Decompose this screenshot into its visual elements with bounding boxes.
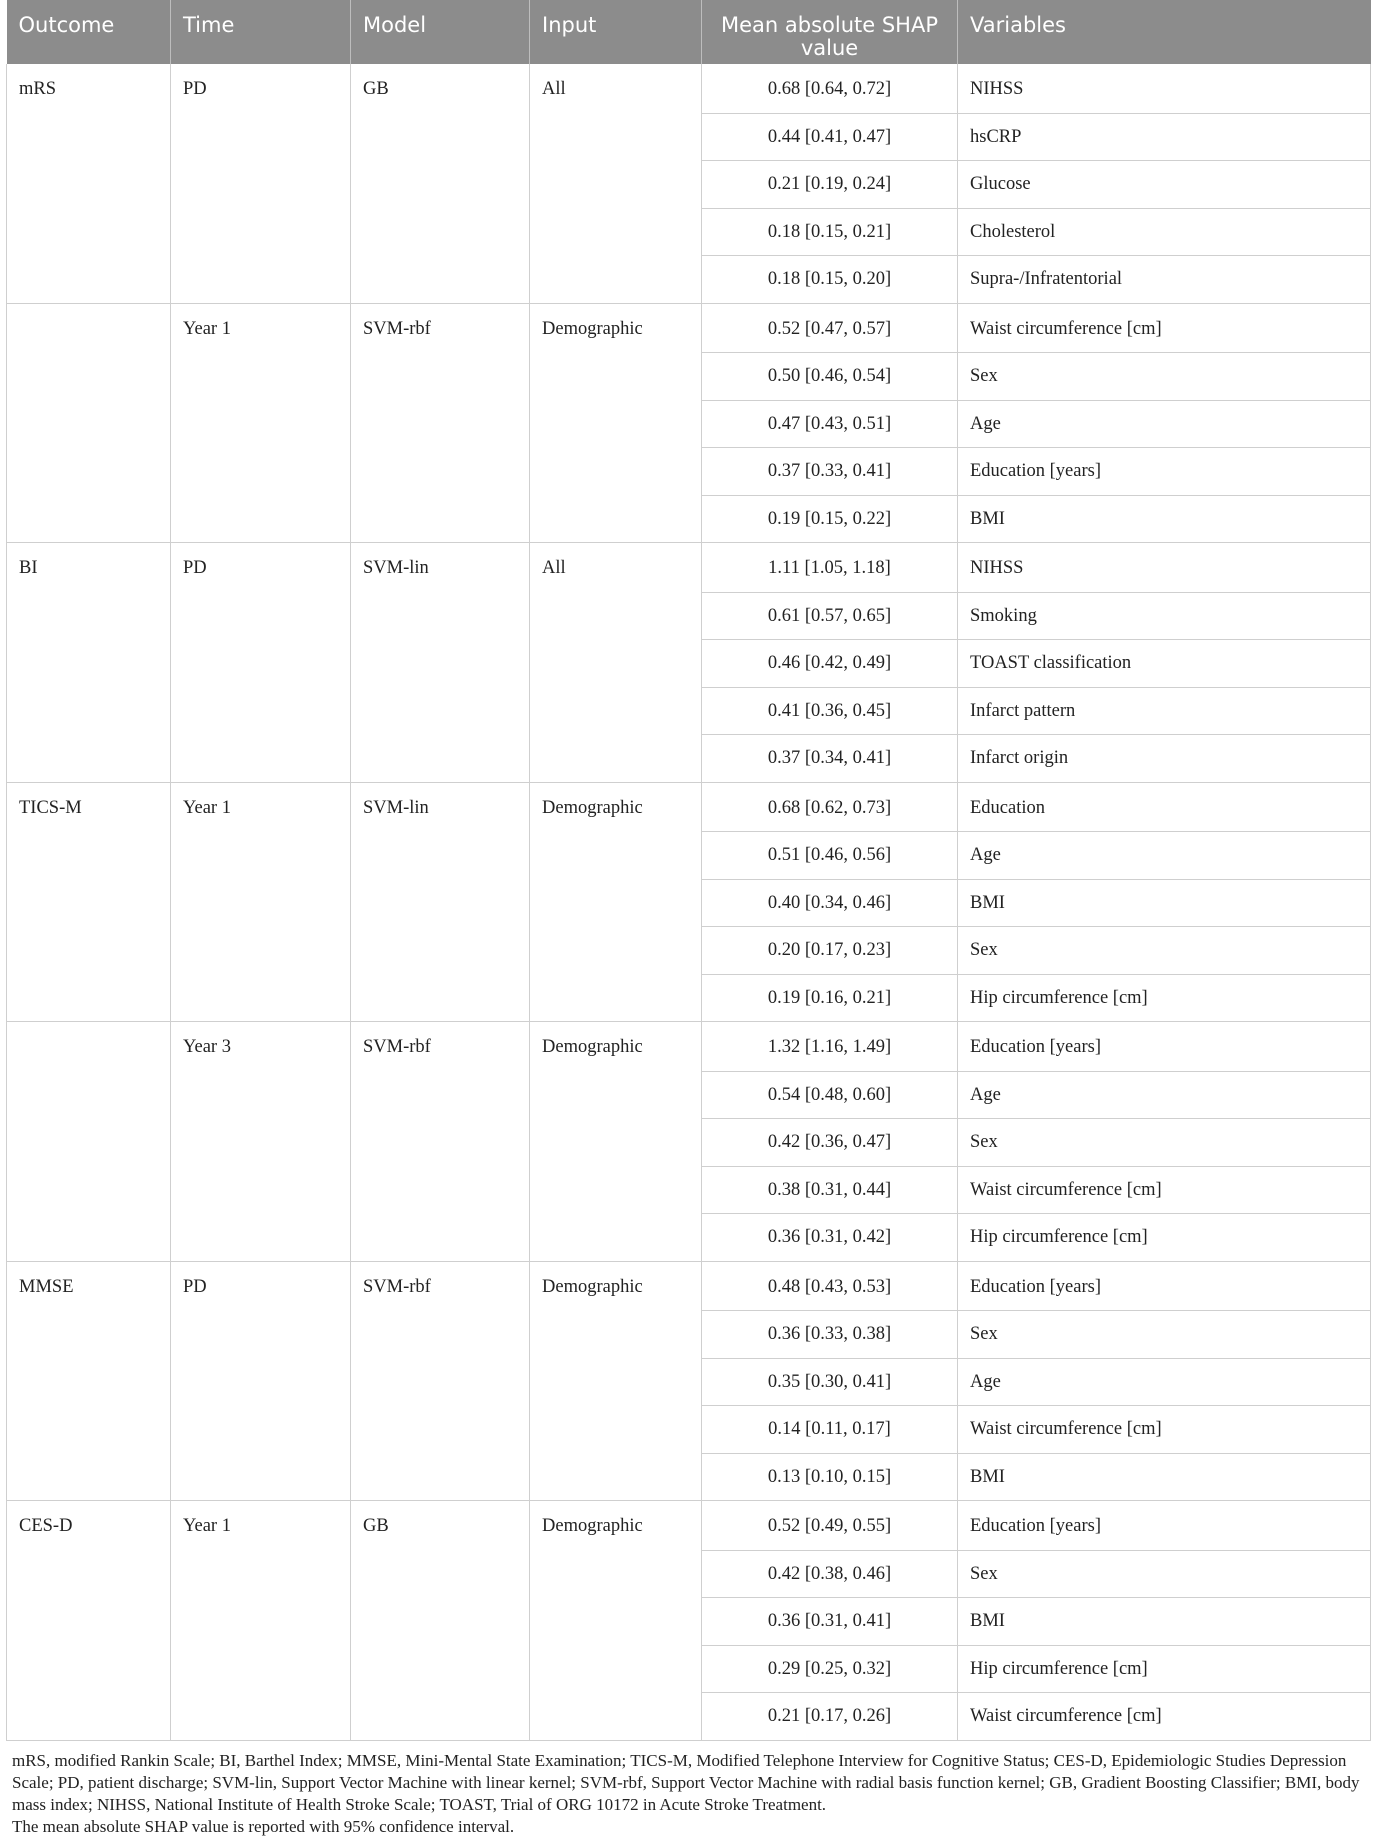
cell-shap: 0.54 [0.48, 0.60] [702, 1071, 958, 1119]
cell-input: Demographic [530, 1261, 702, 1501]
cell-shap: 0.29 [0.25, 0.32] [702, 1645, 958, 1693]
cell-shap: 0.40 [0.34, 0.46] [702, 879, 958, 927]
cell-shap: 0.46 [0.42, 0.49] [702, 640, 958, 688]
table-row [7, 64, 1371, 113]
cell-variable: TOAST classification [958, 640, 1371, 688]
table-row [7, 1261, 1371, 1311]
cell-model: SVM-rbf [351, 1261, 530, 1501]
cell-time: Year 1 [171, 1501, 351, 1741]
cell-shap: 0.68 [0.62, 0.73] [702, 782, 958, 832]
cell-shap: 0.36 [0.31, 0.41] [702, 1598, 958, 1646]
cell-shap: 0.50 [0.46, 0.54] [702, 353, 958, 401]
cell-variable: hsCRP [958, 113, 1371, 161]
cell-variable: Waist circumference [cm] [958, 303, 1371, 353]
cell-variable: Education [years] [958, 1501, 1371, 1551]
cell-variable: Hip circumference [cm] [958, 974, 1371, 1022]
cell-variable: Education [958, 782, 1371, 832]
cell-variable: Waist circumference [cm] [958, 1166, 1371, 1214]
cell-shap: 0.37 [0.34, 0.41] [702, 735, 958, 783]
cell-time: Year 1 [171, 782, 351, 1022]
header-variables: Variables [958, 0, 1371, 64]
cell-variable: Hip circumference [cm] [958, 1645, 1371, 1693]
cell-shap: 0.19 [0.15, 0.22] [702, 495, 958, 543]
cell-shap: 0.61 [0.57, 0.65] [702, 592, 958, 640]
cell-shap: 0.18 [0.15, 0.21] [702, 208, 958, 256]
header-input: Input [530, 0, 702, 64]
cell-variable: Waist circumference [cm] [958, 1406, 1371, 1454]
cell-shap: 1.11 [1.05, 1.18] [702, 543, 958, 593]
footnote-note: The mean absolute SHAP value is reported with 95% confidence interval. [12, 1816, 515, 1836]
cell-shap: 0.38 [0.31, 0.44] [702, 1166, 958, 1214]
table-row [7, 1022, 1371, 1072]
cell-model: SVM-lin [351, 782, 530, 1022]
cell-shap: 0.52 [0.49, 0.55] [702, 1501, 958, 1551]
cell-variable: BMI [958, 879, 1371, 927]
cell-variable: Supra-/Infratentorial [958, 256, 1371, 304]
cell-variable: Waist circumference [cm] [958, 1693, 1371, 1741]
cell-shap: 0.21 [0.19, 0.24] [702, 161, 958, 209]
cell-variable: Sex [958, 927, 1371, 975]
cell-shap: 0.48 [0.43, 0.53] [702, 1261, 958, 1311]
header-shap: Mean absolute SHAP value [702, 0, 958, 64]
cell-variable: Glucose [958, 161, 1371, 209]
cell-variable: Sex [958, 353, 1371, 401]
cell-shap: 0.37 [0.33, 0.41] [702, 448, 958, 496]
cell-model: SVM-rbf [351, 303, 530, 543]
cell-outcome: TICS-M [7, 782, 171, 1022]
cell-input: Demographic [530, 782, 702, 1022]
header-row [7, 0, 1371, 64]
cell-shap: 0.47 [0.43, 0.51] [702, 400, 958, 448]
cell-variable: Infarct pattern [958, 687, 1371, 735]
cell-shap: 0.14 [0.11, 0.17] [702, 1406, 958, 1454]
cell-variable: Sex [958, 1311, 1371, 1359]
cell-shap: 0.21 [0.17, 0.26] [702, 1693, 958, 1741]
cell-shap: 1.32 [1.16, 1.49] [702, 1022, 958, 1072]
cell-variable: Infarct origin [958, 735, 1371, 783]
cell-time: Year 3 [171, 1022, 351, 1262]
cell-input: All [530, 543, 702, 783]
cell-outcome: MMSE [7, 1261, 171, 1501]
cell-time: PD [171, 64, 351, 303]
table-row [7, 782, 1371, 832]
header-time: Time [171, 0, 351, 64]
cell-variable: BMI [958, 1453, 1371, 1501]
cell-model: GB [351, 64, 530, 303]
cell-shap: 0.51 [0.46, 0.56] [702, 832, 958, 880]
cell-shap: 0.18 [0.15, 0.20] [702, 256, 958, 304]
cell-variable: NIHSS [958, 543, 1371, 593]
cell-variable: Cholesterol [958, 208, 1371, 256]
cell-input: Demographic [530, 1501, 702, 1741]
cell-outcome: CES-D [7, 1501, 171, 1741]
header-outcome: Outcome [7, 0, 171, 64]
document [6, 0, 1370, 1838]
shap-table [6, 0, 1371, 1741]
cell-shap: 0.68 [0.64, 0.72] [702, 64, 958, 113]
table-row [7, 303, 1371, 353]
cell-variable: Education [years] [958, 448, 1371, 496]
cell-model: SVM-lin [351, 543, 530, 783]
cell-shap: 0.35 [0.30, 0.41] [702, 1358, 958, 1406]
cell-shap: 0.20 [0.17, 0.23] [702, 927, 958, 975]
cell-variable: Smoking [958, 592, 1371, 640]
cell-outcome: BI [7, 543, 171, 783]
cell-variable: Sex [958, 1550, 1371, 1598]
cell-shap: 0.52 [0.47, 0.57] [702, 303, 958, 353]
cell-variable: Age [958, 832, 1371, 880]
header-model: Model [351, 0, 530, 64]
cell-variable: Sex [958, 1119, 1371, 1167]
cell-time: PD [171, 1261, 351, 1501]
cell-shap: 0.13 [0.10, 0.15] [702, 1453, 958, 1501]
cell-outcome: mRS [7, 64, 171, 303]
cell-variable: Age [958, 400, 1371, 448]
table-row [7, 1501, 1371, 1551]
cell-variable: Age [958, 1358, 1371, 1406]
cell-shap: 0.36 [0.33, 0.38] [702, 1311, 958, 1359]
cell-variable: Education [years] [958, 1022, 1371, 1072]
cell-time: PD [171, 543, 351, 783]
cell-outcome [7, 303, 171, 543]
cell-variable: NIHSS [958, 64, 1371, 113]
cell-shap: 0.44 [0.41, 0.47] [702, 113, 958, 161]
cell-model: SVM-rbf [351, 1022, 530, 1262]
cell-input: All [530, 64, 702, 303]
cell-variable: BMI [958, 495, 1371, 543]
cell-input: Demographic [530, 1022, 702, 1262]
cell-time: Year 1 [171, 303, 351, 543]
table-body [7, 64, 1371, 1740]
footnotes [12, 1750, 1364, 1838]
cell-shap: 0.42 [0.36, 0.47] [702, 1119, 958, 1167]
footnote-abbreviations: mRS, modified Rankin Scale; BI, Barthel Index; MMSE, Mini-Mental State Examination; TICS-M, Modified Telephone Interview for Cognitive Status; CES-D, Epidemiologic Studies Depression Scale; PD, patient discharge; SVM-lin, Support Vector Machine with linear kernel; SVM-rbf, Support Vector Machine with radial basis function kernel; GB, Gradient Boosting Classifier; BMI, body mass index; NIHSS, National Institute of Health Stroke Scale; TOAST, Trial of ORG 10172 in Acute Stroke Treatment. [12, 1750, 1360, 1814]
cell-shap: 0.36 [0.31, 0.42] [702, 1214, 958, 1262]
cell-variable: Age [958, 1071, 1371, 1119]
cell-outcome [7, 1022, 171, 1262]
cell-variable: Hip circumference [cm] [958, 1214, 1371, 1262]
cell-shap: 0.42 [0.38, 0.46] [702, 1550, 958, 1598]
cell-model: GB [351, 1501, 530, 1741]
cell-shap: 0.41 [0.36, 0.45] [702, 687, 958, 735]
cell-variable: BMI [958, 1598, 1371, 1646]
cell-variable: Education [years] [958, 1261, 1371, 1311]
cell-input: Demographic [530, 303, 702, 543]
cell-shap: 0.19 [0.16, 0.21] [702, 974, 958, 1022]
table-row [7, 543, 1371, 593]
